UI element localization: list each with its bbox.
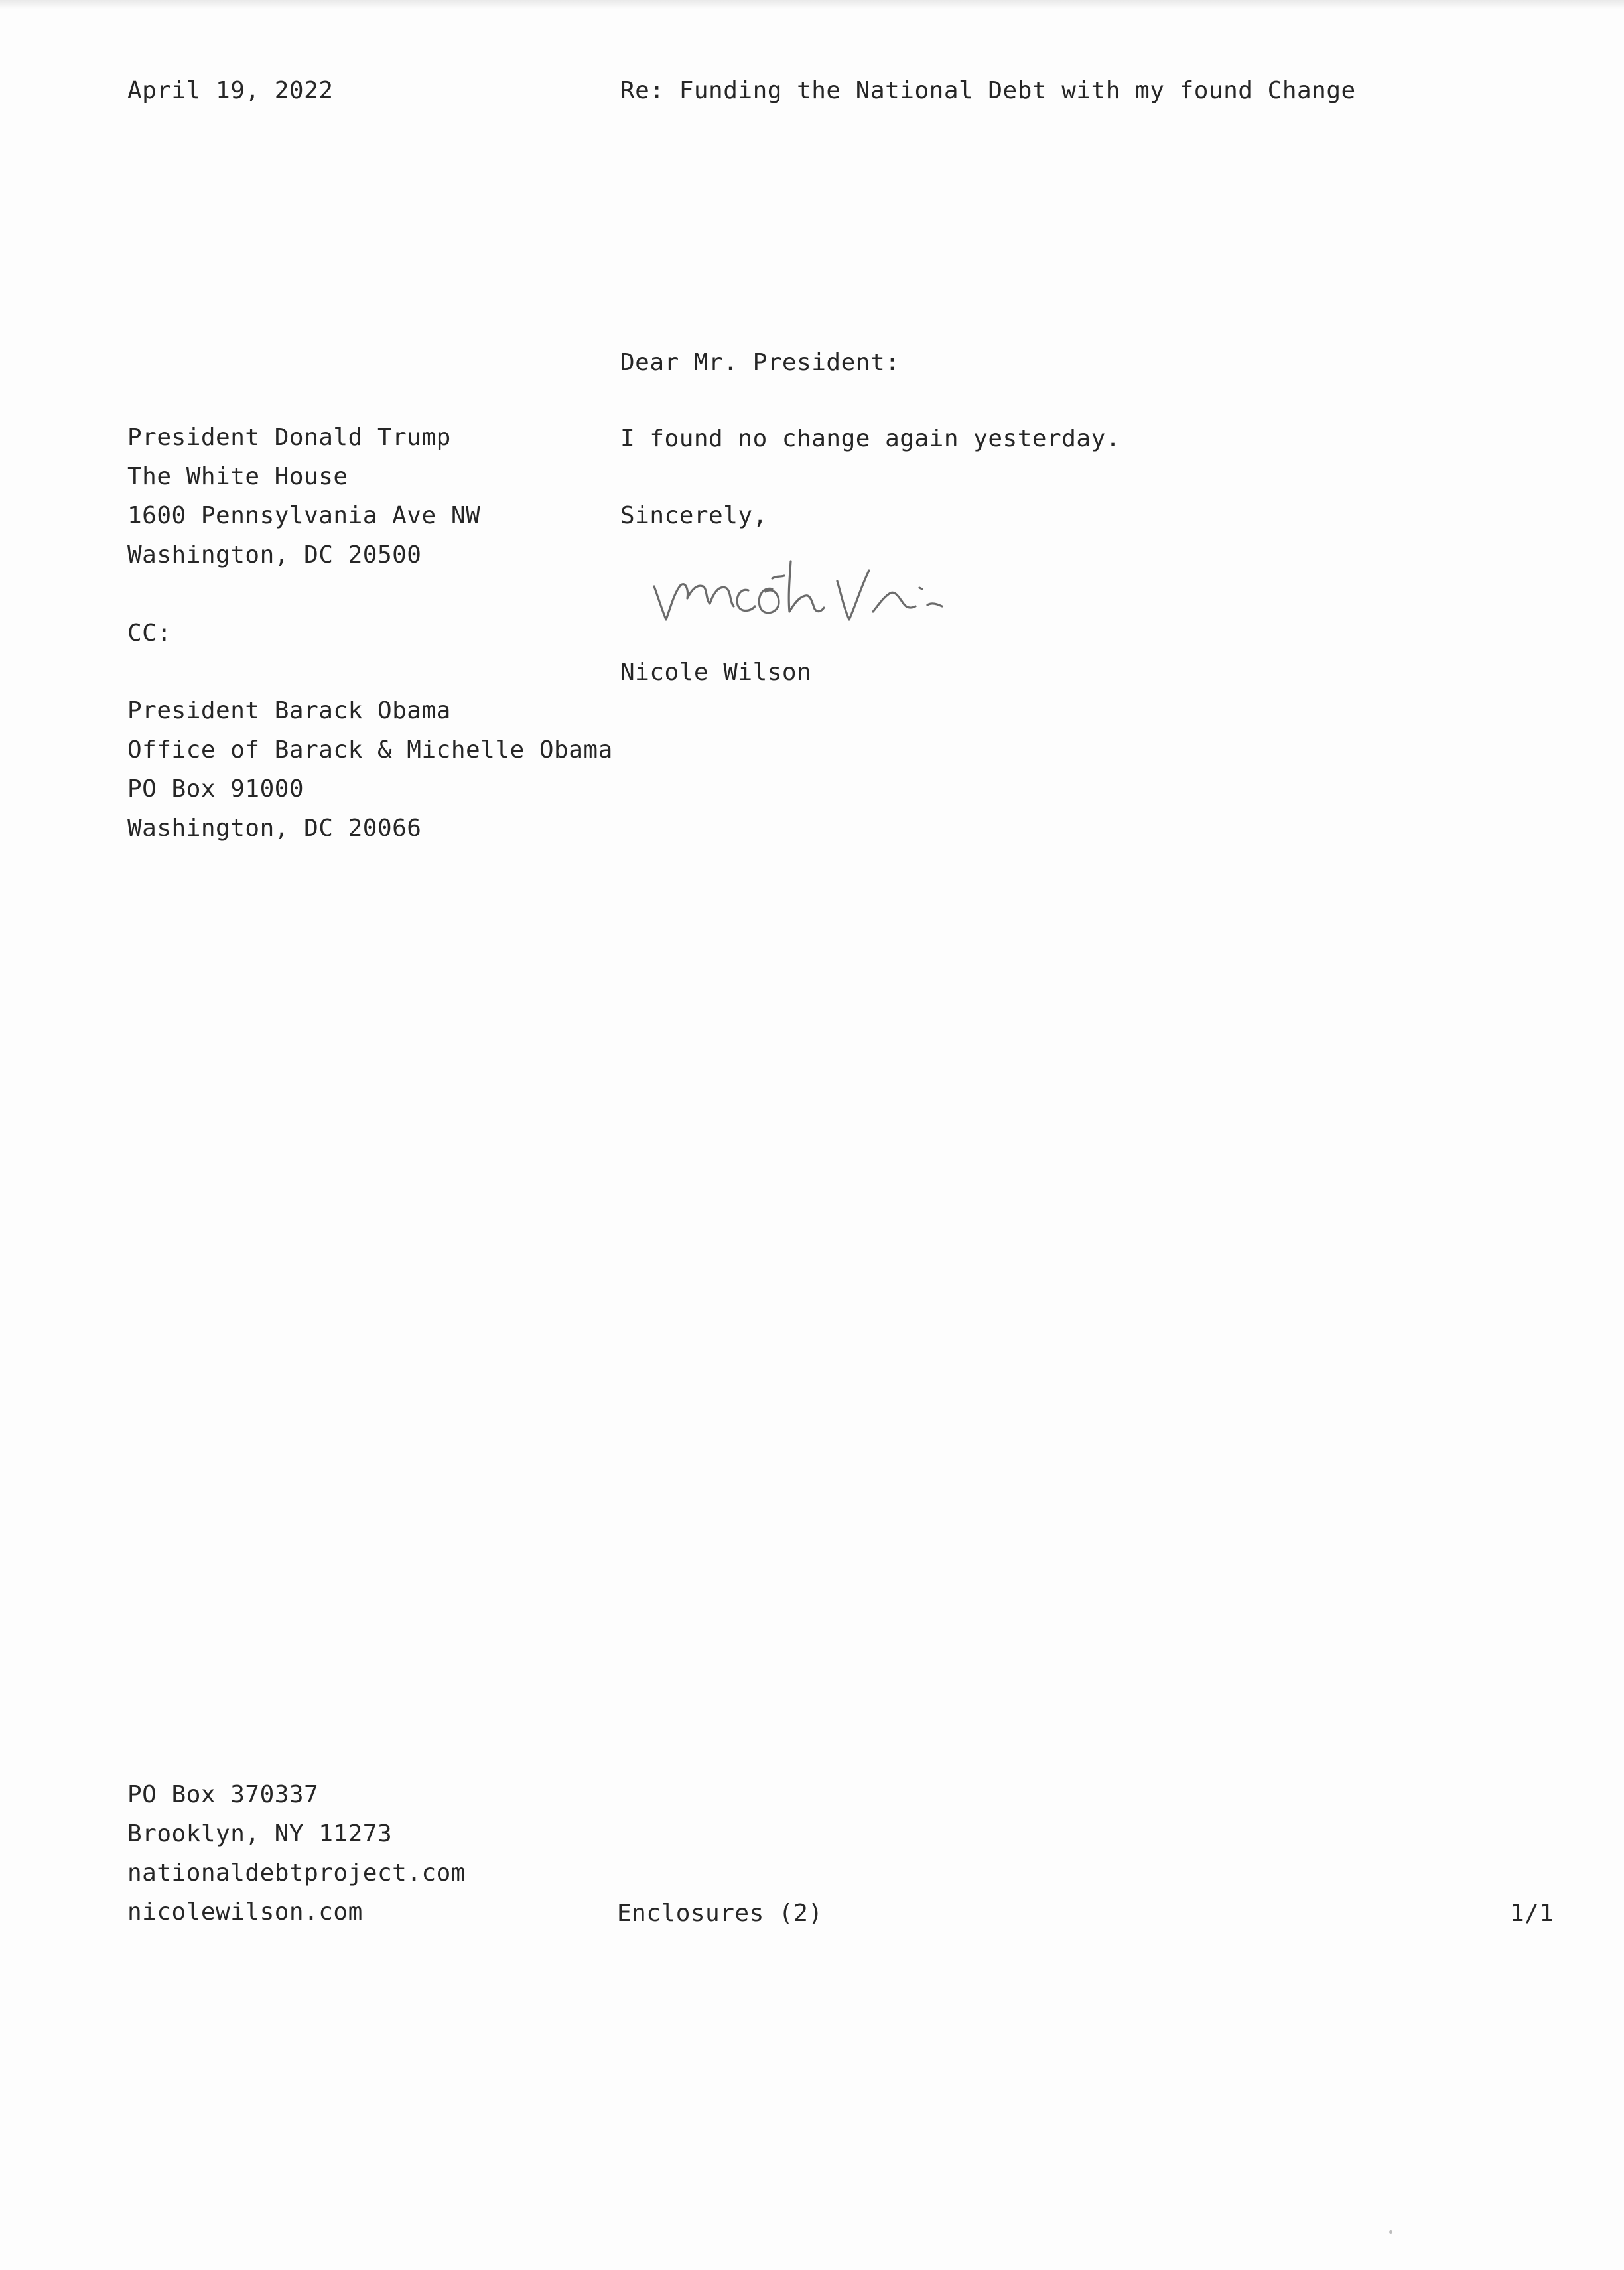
cc-line: Office of Barack & Michelle Obama [127, 736, 613, 764]
cc-line: PO Box 91000 [127, 775, 304, 803]
scan-edge [0, 0, 1624, 9]
recipient-line: The White House [127, 463, 348, 490]
scan-speck [1389, 2230, 1392, 2234]
cc-line: Washington, DC 20066 [127, 815, 422, 842]
sender-line: nicolewilson.com [127, 1899, 363, 1926]
signature [649, 556, 1007, 635]
enclosures-note: Enclosures (2) [617, 1900, 823, 1927]
letter-subject: Re: Funding the National Debt with my found Change [620, 77, 1356, 104]
sender-line: Brooklyn, NY 11273 [127, 1820, 393, 1847]
sender-line: nationaldebtproject.com [127, 1859, 466, 1887]
cc-line: President Barack Obama [127, 697, 451, 724]
letter-body: I found no change again yesterday. [620, 425, 1120, 452]
recipient-line: 1600 Pennsylvania Ave NW [127, 502, 481, 529]
sender-address [127, 1775, 466, 1932]
cc-address [127, 691, 613, 848]
signer-name: Nicole Wilson [620, 659, 812, 686]
sender-line: PO Box 370337 [127, 1781, 319, 1808]
salutation: Dear Mr. President: [620, 349, 900, 376]
closing: Sincerely, [620, 502, 768, 529]
letter-date: April 19, 2022 [127, 77, 334, 104]
recipient-address [127, 418, 480, 574]
cc-label: CC: [127, 620, 172, 647]
recipient-line: Washington, DC 20500 [127, 541, 422, 568]
page-number: 1/1 [1510, 1900, 1554, 1927]
recipient-line: President Donald Trump [127, 424, 451, 451]
